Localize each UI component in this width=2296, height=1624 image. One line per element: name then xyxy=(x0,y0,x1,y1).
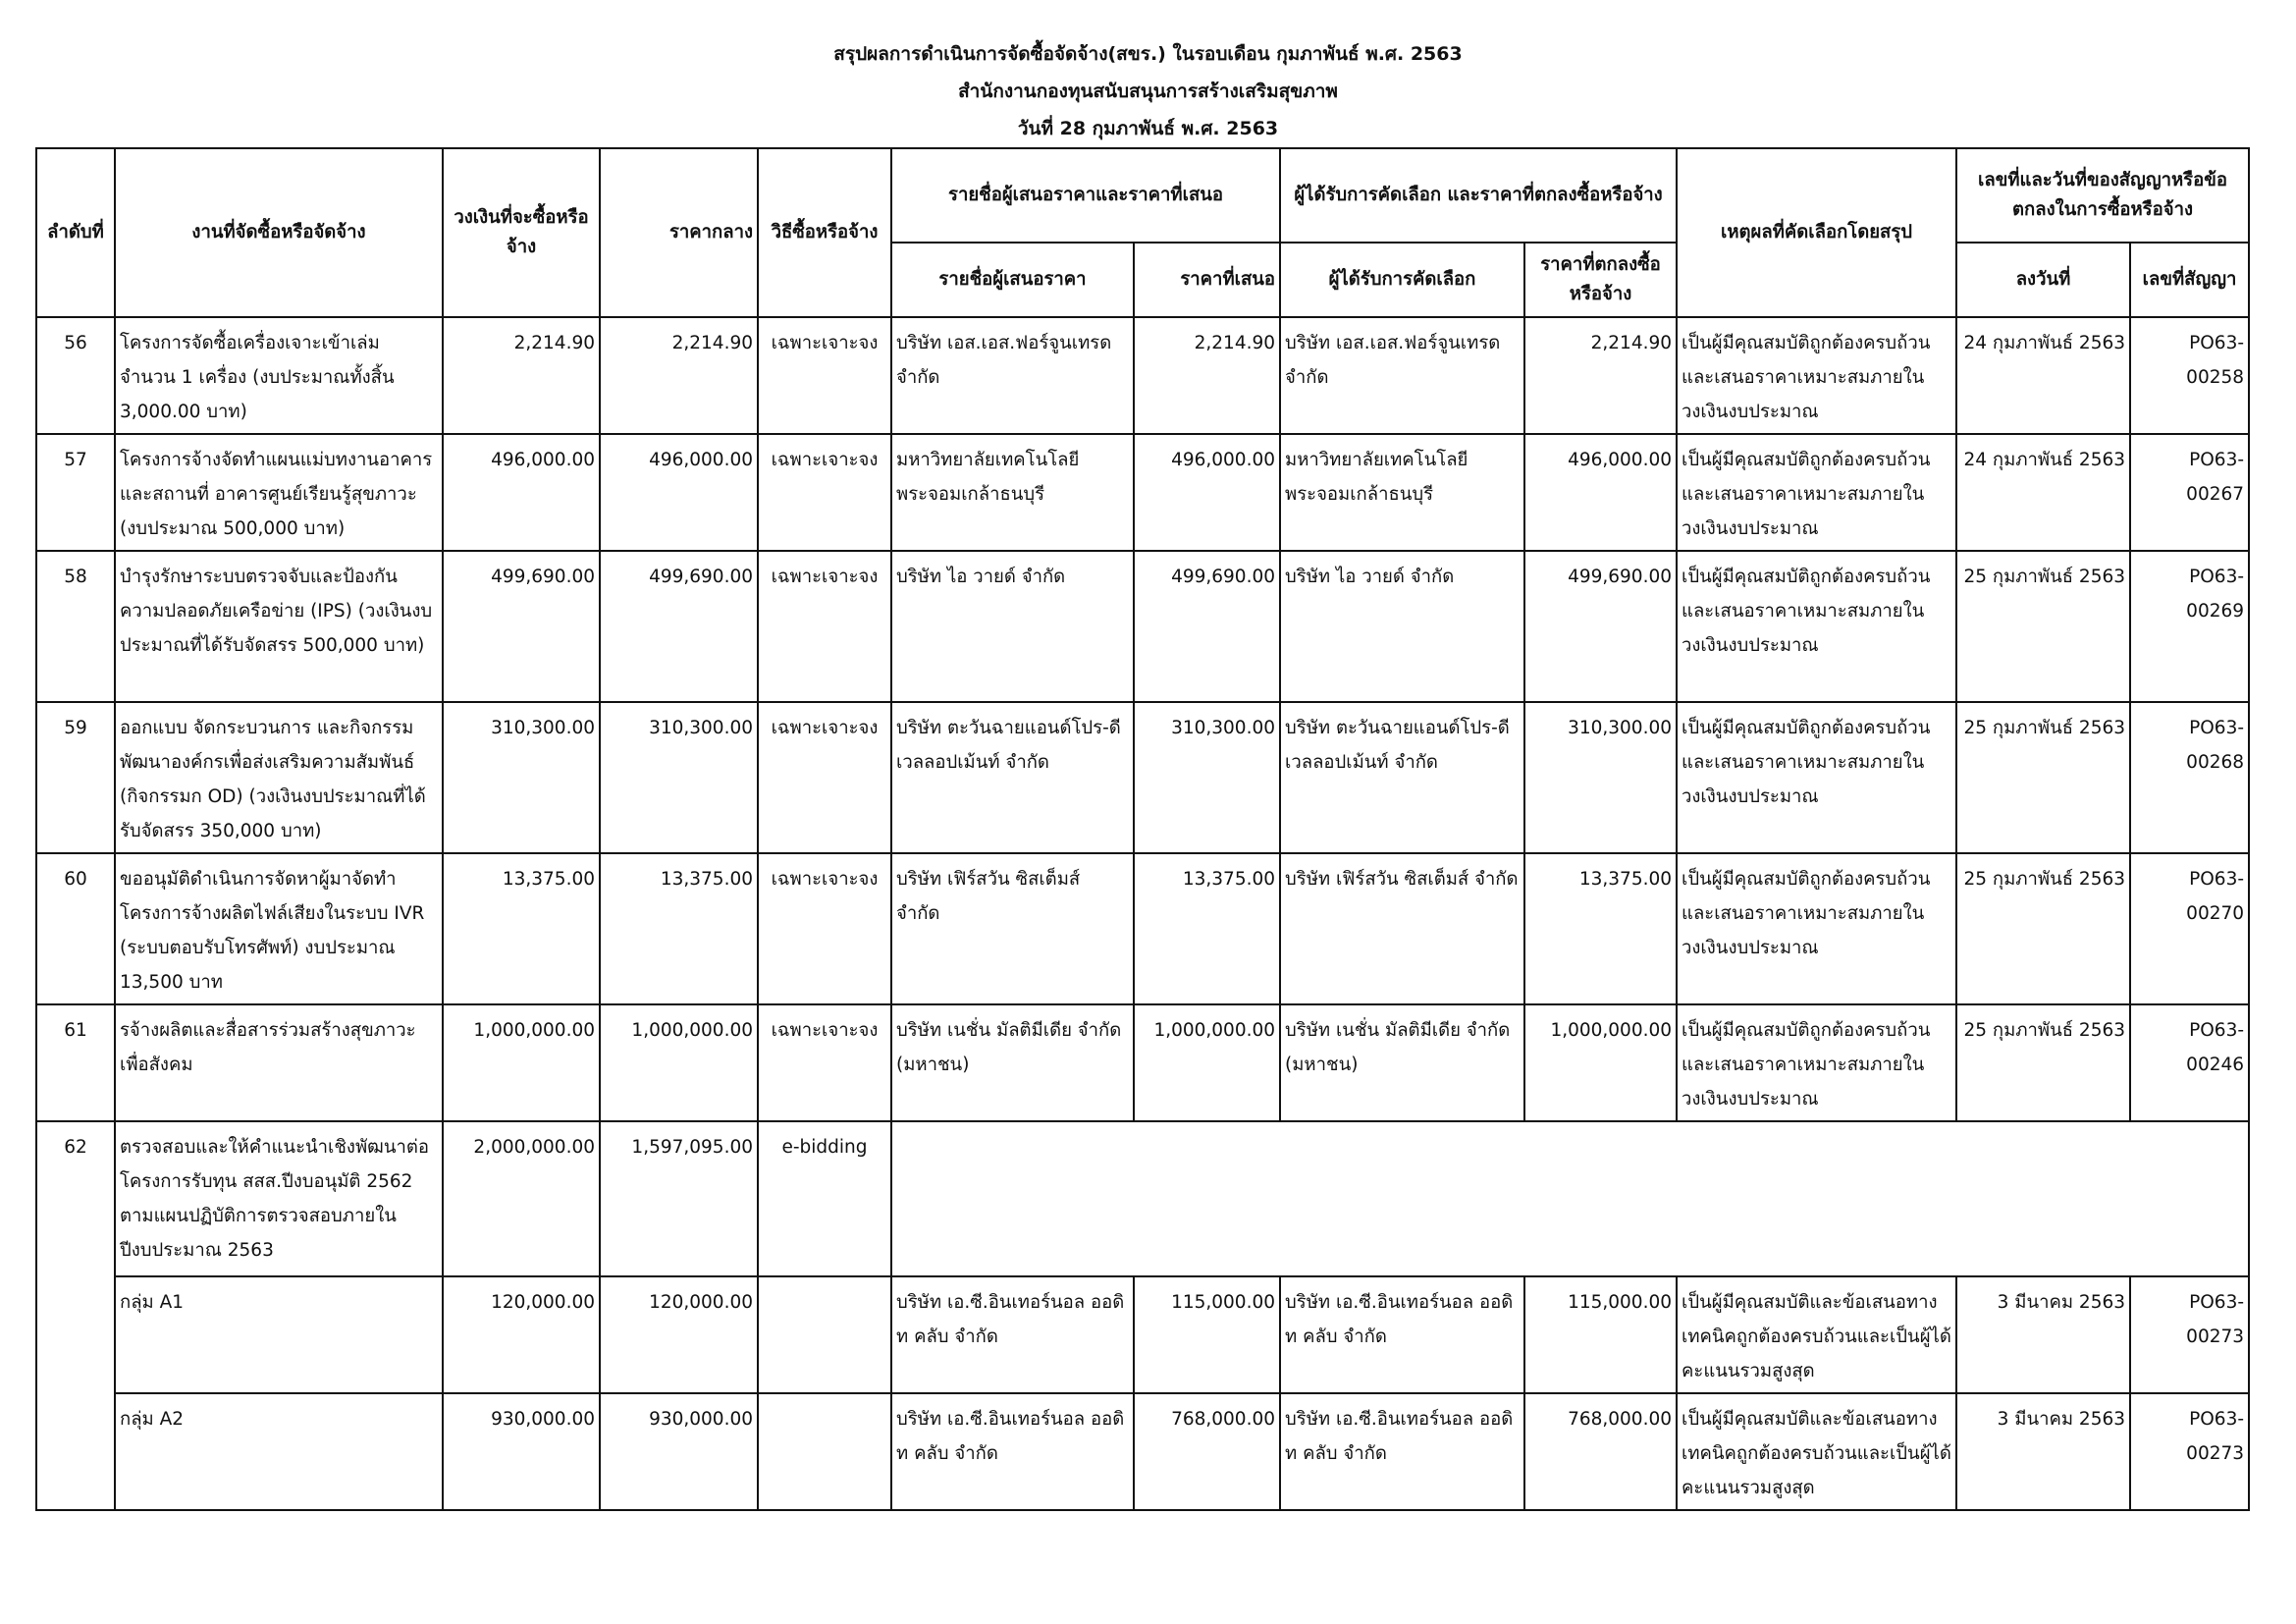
row-work: กลุ่ม A2 xyxy=(115,1393,443,1510)
row-bidder: บริษัท ไอ วายด์ จำกัด xyxy=(891,551,1134,702)
row-contract: PO63-00267 xyxy=(2130,434,2249,551)
row-work: ออกแบบ จัดกระบวนการ และกิจกรรมพัฒนาองค์กรเพื่อส่งเสริมความสัมพันธ์ (กิจกรรมก OD) (วงเงินงบประมาณที่ได้รับจัดสรร 350,000 บาท) xyxy=(115,702,443,853)
row-bidder: มหาวิทยาลัยเทคโนโลยีพระจอมเกล้าธนบุรี xyxy=(891,434,1134,551)
row-bidder: บริษัท ตะวันฉายแอนด์โปร-ดีเวลลอปเม้นท์ จำกัด xyxy=(891,702,1134,853)
row-budget: 499,690.00 xyxy=(443,551,600,702)
row-budget: 930,000.00 xyxy=(443,1393,600,1510)
row-winner: บริษัท เฟิร์สวัน ซิสเต็มส์ จำกัด xyxy=(1280,853,1524,1004)
col-median-header: ราคากลาง xyxy=(600,148,758,317)
organization-name: สำนักงานกองทุนสนับสนุนการสร้างเสริมสุขภาพ xyxy=(958,81,1338,102)
row-no: 56 xyxy=(36,317,115,434)
row-median: 1,597,095.00 xyxy=(600,1121,758,1276)
row-date: 25 กุมภาพันธ์ 2563 xyxy=(1956,853,2130,1004)
row-budget: 13,375.00 xyxy=(443,853,600,1004)
row-median: 1,000,000.00 xyxy=(600,1004,758,1121)
row-contract: PO63-00273 xyxy=(2130,1393,2249,1510)
row-agreed: 13,375.00 xyxy=(1524,853,1677,1004)
row-date: 24 กุมภาพันธ์ 2563 xyxy=(1956,434,2130,551)
row-date: 25 กุมภาพันธ์ 2563 xyxy=(1956,702,2130,853)
row-median: 930,000.00 xyxy=(600,1393,758,1510)
col-budget-header: วงเงินที่จะซื้อหรือจ้าง xyxy=(443,148,600,317)
row-work: บำรุงรักษาระบบตรวจจับและป้องกันความปลอดภัยเครือข่าย (IPS) (วงเงินงบประมาณที่ได้รับจัดสรร 500,000 บาท) xyxy=(115,551,443,702)
row-no: 61 xyxy=(36,1004,115,1121)
row-date: 3 มีนาคม 2563 xyxy=(1956,1276,2130,1393)
table-row-group-header xyxy=(36,1121,2249,1276)
table-row xyxy=(36,1393,2249,1510)
row-method xyxy=(758,1393,891,1510)
row-median: 310,300.00 xyxy=(600,702,758,853)
row-budget: 496,000.00 xyxy=(443,434,600,551)
report-date: วันที่ 28 กุมภาพันธ์ พ.ศ. 2563 xyxy=(1017,118,1279,139)
row-reason: เป็นผู้มีคุณสมบัติถูกต้องครบถ้วนและเสนอราคาเหมาะสมภายในวงเงินงบประมาณ xyxy=(1677,551,1956,702)
row-reason: เป็นผู้มีคุณสมบัติและข้อเสนอทางเทคนิคถูกต้องครบถ้วนและเป็นผู้ได้คะแนนรวมสูงสุด xyxy=(1677,1393,1956,1510)
col-contract-group-header: เลขที่และวันที่ของสัญญาหรือข้อตกลงในการซื้อหรือจ้าง xyxy=(1956,148,2249,243)
row-reason: เป็นผู้มีคุณสมบัติถูกต้องครบถ้วนและเสนอราคาเหมาะสมภายในวงเงินงบประมาณ xyxy=(1677,317,1956,434)
row-work: ขออนุมัติดำเนินการจัดหาผู้มาจัดทำโครงการจ้างผลิตไฟล์เสียงในระบบ IVR (ระบบตอบรับโทรศัพท์) งบประมาณ 13,500 บาท xyxy=(115,853,443,1004)
row-agreed: 310,300.00 xyxy=(1524,702,1677,853)
col-agreed-price-header: ราคาที่ตกลงซื้อหรือจ้าง xyxy=(1524,243,1677,317)
row-method xyxy=(758,1276,891,1393)
row-no: 57 xyxy=(36,434,115,551)
row-bid: 499,690.00 xyxy=(1134,551,1280,702)
row-contract: PO63-00258 xyxy=(2130,317,2249,434)
col-bidder-name-header: รายชื่อผู้เสนอราคา xyxy=(891,243,1134,317)
row-empty-span xyxy=(891,1121,2249,1276)
row-work: โครงการจัดซื้อเครื่องเจาะเข้าเล่ม จำนวน 1 เครื่อง (งบประมาณทั้งสิ้น 3,000.00 บาท) xyxy=(115,317,443,434)
col-contract-date-header: ลงวันที่ xyxy=(1956,243,2130,317)
row-agreed: 1,000,000.00 xyxy=(1524,1004,1677,1121)
col-bid-price-header: ราคาที่เสนอ xyxy=(1134,243,1280,317)
row-method: เฉพาะเจาะจง xyxy=(758,1004,891,1121)
row-reason: เป็นผู้มีคุณสมบัติถูกต้องครบถ้วนและเสนอราคาเหมาะสมภายในวงเงินงบประมาณ xyxy=(1677,853,1956,1004)
row-agreed: 496,000.00 xyxy=(1524,434,1677,551)
row-method: เฉพาะเจาะจง xyxy=(758,702,891,853)
col-work-header: งานที่จัดซื้อหรือจัดจ้าง xyxy=(115,148,443,317)
row-work: รจ้างผลิตและสื่อสารร่วมสร้างสุขภาวะเพื่อสังคม xyxy=(115,1004,443,1121)
row-date: 25 กุมภาพันธ์ 2563 xyxy=(1956,551,2130,702)
row-budget: 1,000,000.00 xyxy=(443,1004,600,1121)
row-median: 2,214.90 xyxy=(600,317,758,434)
row-method: เฉพาะเจาะจง xyxy=(758,317,891,434)
col-method-header: วิธีซื้อหรือจ้าง xyxy=(758,148,891,317)
row-bidder: บริษัท เอ.ซี.อินเทอร์นอล ออดิท คลับ จำกัด xyxy=(891,1393,1134,1510)
row-median: 13,375.00 xyxy=(600,853,758,1004)
row-winner: บริษัท ตะวันฉายแอนด์โปร-ดีเวลลอปเม้นท์ จำกัด xyxy=(1280,702,1524,853)
table-row xyxy=(36,1004,2249,1121)
row-no: 58 xyxy=(36,551,115,702)
table-row xyxy=(36,434,2249,551)
row-bid: 768,000.00 xyxy=(1134,1393,1280,1510)
row-winner: มหาวิทยาลัยเทคโนโลยีพระจอมเกล้าธนบุรี xyxy=(1280,434,1524,551)
row-bidder: บริษัท เนชั่น มัลติมีเดีย จำกัด (มหาชน) xyxy=(891,1004,1134,1121)
row-median: 499,690.00 xyxy=(600,551,758,702)
row-bidder: บริษัท เฟิร์สวัน ซิสเต็มส์ จำกัด xyxy=(891,853,1134,1004)
row-contract: PO63-00273 xyxy=(2130,1276,2249,1393)
row-date: 25 กุมภาพันธ์ 2563 xyxy=(1956,1004,2130,1121)
row-reason: เป็นผู้มีคุณสมบัติถูกต้องครบถ้วนและเสนอราคาเหมาะสมภายในวงเงินงบประมาณ xyxy=(1677,702,1956,853)
row-bid: 496,000.00 xyxy=(1134,434,1280,551)
row-median: 120,000.00 xyxy=(600,1276,758,1393)
row-contract: PO63-00268 xyxy=(2130,702,2249,853)
row-bid: 115,000.00 xyxy=(1134,1276,1280,1393)
row-winner: บริษัท ไอ วายด์ จำกัด xyxy=(1280,551,1524,702)
row-reason: เป็นผู้มีคุณสมบัติและข้อเสนอทางเทคนิคถูกต้องครบถ้วนและเป็นผู้ได้คะแนนรวมสูงสุด xyxy=(1677,1276,1956,1393)
row-winner: บริษัท เอส.เอส.ฟอร์จูนเทรด จำกัด xyxy=(1280,317,1524,434)
row-bidder: บริษัท เอ.ซี.อินเทอร์นอล ออดิท คลับ จำกัด xyxy=(891,1276,1134,1393)
row-no: 60 xyxy=(36,853,115,1004)
row-date: 3 มีนาคม 2563 xyxy=(1956,1393,2130,1510)
row-contract: PO63-00246 xyxy=(2130,1004,2249,1121)
row-agreed: 768,000.00 xyxy=(1524,1393,1677,1510)
row-agreed: 115,000.00 xyxy=(1524,1276,1677,1393)
col-bidders-group-header: รายชื่อผู้เสนอราคาและราคาที่เสนอ xyxy=(891,148,1280,243)
row-work: โครงการจ้างจัดทำแผนแม่บทงานอาคารและสถานที่ อาคารศูนย์เรียนรู้สุขภาวะ (งบประมาณ 500,000 บาท) xyxy=(115,434,443,551)
row-winner: บริษัท เอ.ซี.อินเทอร์นอล ออดิท คลับ จำกัด xyxy=(1280,1276,1524,1393)
row-no: 59 xyxy=(36,702,115,853)
row-no: 62 xyxy=(36,1121,115,1510)
row-date: 24 กุมภาพันธ์ 2563 xyxy=(1956,317,2130,434)
row-work: กลุ่ม A1 xyxy=(115,1276,443,1393)
col-no-header: ลำดับที่ xyxy=(36,148,115,317)
row-bid: 2,214.90 xyxy=(1134,317,1280,434)
row-median: 496,000.00 xyxy=(600,434,758,551)
row-method: e-bidding xyxy=(758,1121,891,1276)
col-winner-group-header: ผู้ได้รับการคัดเลือก และราคาที่ตกลงซื้อหรือจ้าง xyxy=(1280,148,1677,243)
row-budget: 2,000,000.00 xyxy=(443,1121,600,1276)
row-contract: PO63-00269 xyxy=(2130,551,2249,702)
row-reason: เป็นผู้มีคุณสมบัติถูกต้องครบถ้วนและเสนอราคาเหมาะสมภายในวงเงินงบประมาณ xyxy=(1677,434,1956,551)
row-bidder: บริษัท เอส.เอส.ฟอร์จูนเทรด จำกัด xyxy=(891,317,1134,434)
row-method: เฉพาะเจาะจง xyxy=(758,853,891,1004)
row-bid: 310,300.00 xyxy=(1134,702,1280,853)
row-reason: เป็นผู้มีคุณสมบัติถูกต้องครบถ้วนและเสนอราคาเหมาะสมภายในวงเงินงบประมาณ xyxy=(1677,1004,1956,1121)
table-row xyxy=(36,702,2249,853)
row-method: เฉพาะเจาะจง xyxy=(758,551,891,702)
col-reason-header: เหตุผลที่คัดเลือกโดยสรุป xyxy=(1677,148,1956,317)
report-title: สรุปผลการดำเนินการจัดซื้อจัดจ้าง(สขร.) ในรอบเดือน กุมภาพันธ์ พ.ศ. 2563 xyxy=(833,43,1463,65)
table-row xyxy=(36,551,2249,702)
col-winner-name-header: ผู้ได้รับการคัดเลือก xyxy=(1280,243,1524,317)
row-agreed: 2,214.90 xyxy=(1524,317,1677,434)
procurement-table xyxy=(35,147,2250,1511)
row-budget: 2,214.90 xyxy=(443,317,600,434)
row-agreed: 499,690.00 xyxy=(1524,551,1677,702)
row-bid: 1,000,000.00 xyxy=(1134,1004,1280,1121)
row-budget: 120,000.00 xyxy=(443,1276,600,1393)
row-method: เฉพาะเจาะจง xyxy=(758,434,891,551)
table-row xyxy=(36,1276,2249,1393)
table-row xyxy=(36,317,2249,434)
row-contract: PO63-00270 xyxy=(2130,853,2249,1004)
row-winner: บริษัท เอ.ซี.อินเทอร์นอล ออดิท คลับ จำกัด xyxy=(1280,1393,1524,1510)
row-bid: 13,375.00 xyxy=(1134,853,1280,1004)
row-winner: บริษัท เนชั่น มัลติมีเดีย จำกัด (มหาชน) xyxy=(1280,1004,1524,1121)
col-contract-no-header: เลขที่สัญญา xyxy=(2130,243,2249,317)
table-row xyxy=(36,853,2249,1004)
row-budget: 310,300.00 xyxy=(443,702,600,853)
row-work: ตรวจสอบและให้คำแนะนำเชิงพัฒนาต่อโครงการรับทุน สสส.ปีงบอนุมัติ 2562 ตามแผนปฏิบัติการตรวจสอบภายในปีงบประมาณ 2563 xyxy=(115,1121,443,1276)
